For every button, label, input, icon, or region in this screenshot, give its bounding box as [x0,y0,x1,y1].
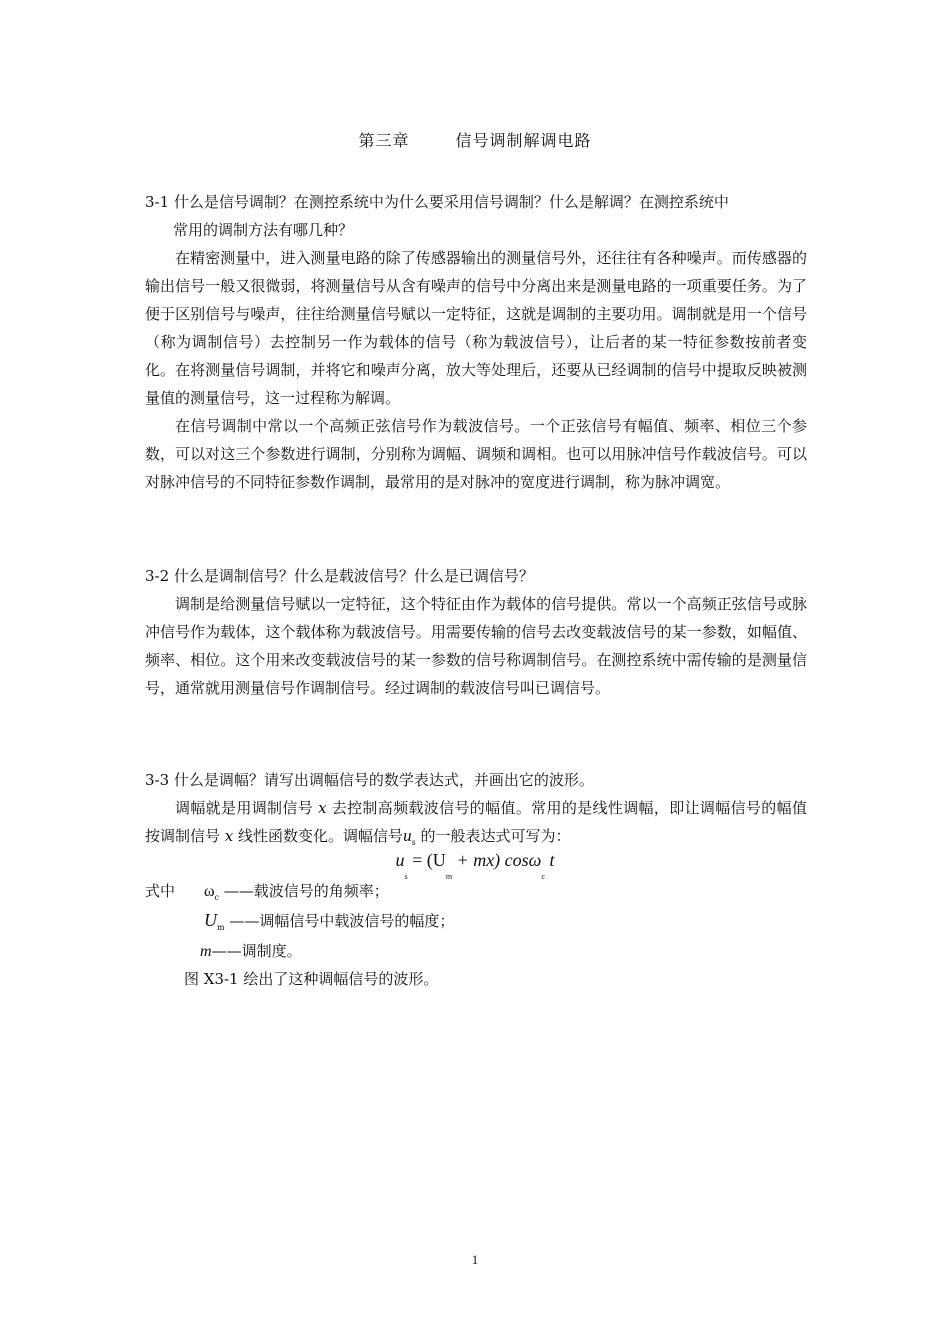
chapter-name: 信号调制解调电路 [455,131,592,150]
question-3-2: 3-2 什么是调制信号？什么是载波信号？什么是已调信号？ [145,567,534,585]
question-3-1-line2: 常用的调制方法有哪几种？ [173,221,354,239]
chapter-number: 第三章 [358,131,410,150]
answer-3-2: 调制是给测量信号赋以一定特征，这个特征由作为载体的信号提供。常以一个高频正弦信号或脉冲信号作为载体，这个载体称为载波信号。用需要传输的信号去改变载波信号的某一参数，如幅值、频率、相位。这个用来改变载波信号的某一参数的信号称调制信号。在测控系统中需传输的是测量信号，通常就用测量信号作调制信号。经过调制的载波信号叫已调信号。 [145,595,807,697]
where-label: 式中 [145,882,176,900]
def-omega: $\omega_c$ ——载波信号的角频率； [204,882,389,902]
answer-3-1-paragraph2: 在信号调制中常以一个高频正弦信号作为载波信号。一个正弦信号有幅值、频率、相位三个参数，可以对这三个参数进行调制，分别称为调幅、调频和调相。也可以用脉冲信号作载波信号。可以对脉冲信号的不同特征参数作调制，最常用的是对脉冲的宽度进行调制，称为脉冲调宽。 [145,417,807,491]
am-formula: $u_s = (U_m + mx)$ cosω$_c$ t [395,850,555,881]
figure-reference: 图 X3-1 绘出了这种调幅信号的波形。 [184,970,439,988]
section-3-2 [145,562,807,702]
section-3-3 [145,766,807,857]
question-3-1-line1: 3-1 什么是信号调制？在测控系统中为什么要采用信号调制？什么是解调？在测控系统中 [145,193,729,211]
def-m: m——调制度。 [200,942,302,960]
page-number: 1 [471,1252,479,1267]
def-um: $U_m$ ——调幅信号中载波信号的幅度； [204,910,455,932]
question-3-3: 3-3 什么是调幅？请写出调幅信号的数学表达式，并画出它的波形。 [145,771,594,789]
var-x: x [318,799,327,817]
chapter-title [0,128,950,151]
var-u: u [403,826,412,845]
answer-3-1-paragraph1: 在精密测量中，进入测量电路的除了传感器输出的测量信号外，还往往有各种噪声。而传感器的输出信号一般又很微弱，将测量信号从含有噪声的信号中分离出来是测量电路的一项重要任务。为了便于区别信号与噪声，往往给测量信号赋以一定特征，这就是调制的主要功用。调制就是用一个信号（称为调制信号）去控制另一作为载体的信号（称为载波信号），让后者的某一特征参数按前者变化。在将测量信号调制，并将它和噪声分离，放大等处理后，还要从已经调制的信号中提取反映被测量值的测量信号，这一过程称为解调。 [145,249,807,407]
answer-3-3: 调幅就是用调制信号 x 去控制高频载波信号的幅值。常用的是线性调幅，即让调幅信号的幅值按调制信号 x 线性函数变化。调幅信号$u_s$ 的一般表达式可写为： [145,799,807,847]
section-3-1 [145,188,807,496]
